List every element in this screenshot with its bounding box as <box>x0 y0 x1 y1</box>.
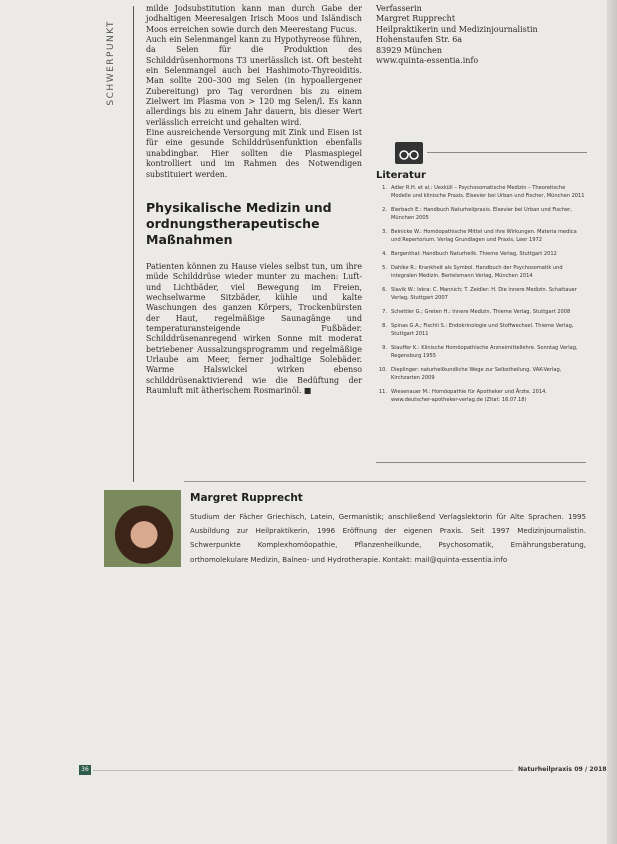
literature-number: 4. <box>382 251 387 257</box>
literature-item <box>376 250 586 258</box>
literature-item <box>376 264 586 280</box>
section-label: SCHWERPUNKT <box>106 20 116 106</box>
author-info <box>376 4 586 66</box>
literature-text: Beinicke W.: Homöopathische Mittel und ihre Wirkungen. Materia medica und Repertorium. Verlag Grundlagen und Praxis, Leer 1972 <box>391 229 577 244</box>
divider <box>376 462 586 463</box>
author-label: Verfasserin <box>376 4 422 13</box>
literature-text: Schettler G.; Greten H.: Innere Medizin. Thieme Verlag, Stuttgart 2008 <box>391 308 571 315</box>
author-street: Hohenstaufen Str. 6a <box>376 35 463 45</box>
literature-number: 7. <box>382 308 387 315</box>
footer-rule <box>93 770 513 771</box>
literature-text: Wiesenauer M.: Homöopathie für Apotheker und Ärzte. 2014. www.deutscher-apotheker-verlag.de (Zitat: 16.07.18) <box>391 388 547 403</box>
author-photo <box>104 490 181 567</box>
literature-item <box>376 286 586 302</box>
column-rule <box>133 6 134 482</box>
literature-item <box>376 184 586 200</box>
literature-text: Spinas G.A.; Fischli S.: Endokrinologie und Stoffwechsel. Thieme Verlag, Stuttgart 2011 <box>391 322 574 337</box>
author-name: Margret Rupprecht <box>376 14 456 24</box>
literature-list <box>376 184 586 410</box>
author-website: www.quinta-essentia.info <box>376 56 479 66</box>
body-paragraph: milde Jodsubstitution kann man durch Gabe der jodhaltigen Meeresalgen Irisch Moos und Isländisch Moos erreichen sowie durch den Meerestang Fucus. <box>146 4 362 34</box>
literature-number: 11. <box>378 388 387 395</box>
literature-item <box>376 366 586 382</box>
body-paragraph: Patienten können zu Hause vieles selbst tun, um ihre müde Schilddrüse wieder munter zu machen: Luft- und Lichtbäder, viel Bewegung im Freien, wechselwarme Sitzbäder, kühle und kalte Waschungen des ganzen Körpers, Trockenbürsten der Haut, regelmäßige Saunagänge und temperaturansteigende Fußbäder. Schilddrüsenanregend wirken Sonne mit moderat betriebener Aussalzungsprogramm und regelmäßige Urlaube am Meer, ferner jodhaltige Solebäder. Warme Halswickel wirken ebenso schilddrüsenaktivierend wie die Bedüftung der Raumluft mit ätherischem Rosmarinöl. ■ <box>146 261 362 395</box>
literature-item <box>376 322 586 338</box>
literature-text: Dieplinger: naturheilkundliche Wege zur Selbstheilung. VAK-Verlag, Kirchzarten 2009 <box>391 366 562 381</box>
literature-number: 1. <box>382 185 387 191</box>
literature-number: 10. <box>378 366 387 373</box>
main-column <box>146 4 362 396</box>
literature-number: 5. <box>382 264 387 271</box>
literature-number: 3. <box>382 229 387 235</box>
literature-number: 8. <box>382 322 387 329</box>
literature-text: Bierbach E.: Handbuch Naturheilpraxis. Elsevier bei Urban und Fischer, München 2005 <box>391 207 572 222</box>
literature-text: Dahlke R.: Krankheit als Symbol. Handbuch der Psychosomatik und integralen Medizin. Bertelsmann Verlag, München 2014 <box>391 264 563 279</box>
section-heading: Physikalische Medizin und ordnungstherapeutische Maßnahmen <box>146 199 332 247</box>
literature-item <box>376 206 586 222</box>
literature-item <box>376 388 586 404</box>
author-city: 83929 München <box>376 45 443 55</box>
literature-text: Slavik W.: Iskra: C. Mannich; T. Zeidler: H. Die innere Medizin. Schattauer Verlag, Stuttgart 2007 <box>391 286 577 301</box>
literature-text: Bergenthal: Handbuch Naturheilk. Thieme Verlag, Stuttgart 2012 <box>391 251 557 257</box>
glasses-icon <box>395 142 423 164</box>
magazine-issue: Naturheilpraxis 09 / 2018 <box>518 766 607 773</box>
page-number: 36 <box>79 765 91 775</box>
bio-text: Studium der Fächer Griechisch, Latein, Germanistik; anschließend Verlagslektorin für Alte Sprachen. 1995 Ausbildung zur Heilpraktikerin, 1996 Eröffnung der eigenen Praxis. Seit 1997 Medizinjournalistin. Schwerpunkte Komplexhomöopathie, Pflanzenheilkunde, Psychosomatik, Ernährungsberatung, orthomolekulare Medizin, Balneo- und Hydrotherapie. Kontakt: mail@quinta-essentia.info <box>190 512 586 564</box>
literature-text: Adler R.H. et al.: Uexküll – Psychosomatische Medizin – Theoretische Modelle und klinische Praxis. Elsevier bei Urban und Fischer, München 2011 <box>391 185 585 200</box>
literature-item <box>376 344 586 360</box>
literature-text: Stauffer K.: Klinische Homöopathische Arzneimittellehre. Sonntag Verlag, Regensburg 1955 <box>391 344 578 359</box>
page-edge <box>607 0 617 844</box>
literature-item <box>376 228 586 244</box>
bio-name: Margret Rupprecht <box>190 492 303 504</box>
literature-item <box>376 308 586 316</box>
literature-number: 2. <box>382 207 387 213</box>
literature-title: Literatur <box>376 170 426 181</box>
author-profession: Heilpraktikerin und Medizinjournalistin <box>376 24 538 34</box>
literature-number: 6. <box>382 286 387 293</box>
divider <box>184 481 586 482</box>
body-paragraph: Auch ein Selenmangel kann zu Hypothyreose führen, da Selen für die Produktion des Schilddrüsenhormons T3 unerlässlich ist. Oft besteht ein Selenmangel auch bei Hashimoto-Thyreoiditis. Man sollte 200–300 mg Selen (in hypoallergener Zubereitung) pro Tag verordnen bis zu einem Zielwert im Plasma von > 120 mg Selen/l. Es kann allerdings bis zu einem Jahr dauern, bis dieser Wert verlässlich erreicht und gehalten wird. <box>146 35 362 127</box>
divider <box>427 152 587 153</box>
body-paragraph: Eine ausreichende Versorgung mit Zink und Eisen ist für eine gesunde Schilddrüsenfunktion ebenfalls unabdingbar. Hier sollten die Plasmaspiegel kontrolliert und im Rahmen des Notwendigen substituiert werden. <box>146 128 362 179</box>
literature-number: 9. <box>382 344 387 351</box>
